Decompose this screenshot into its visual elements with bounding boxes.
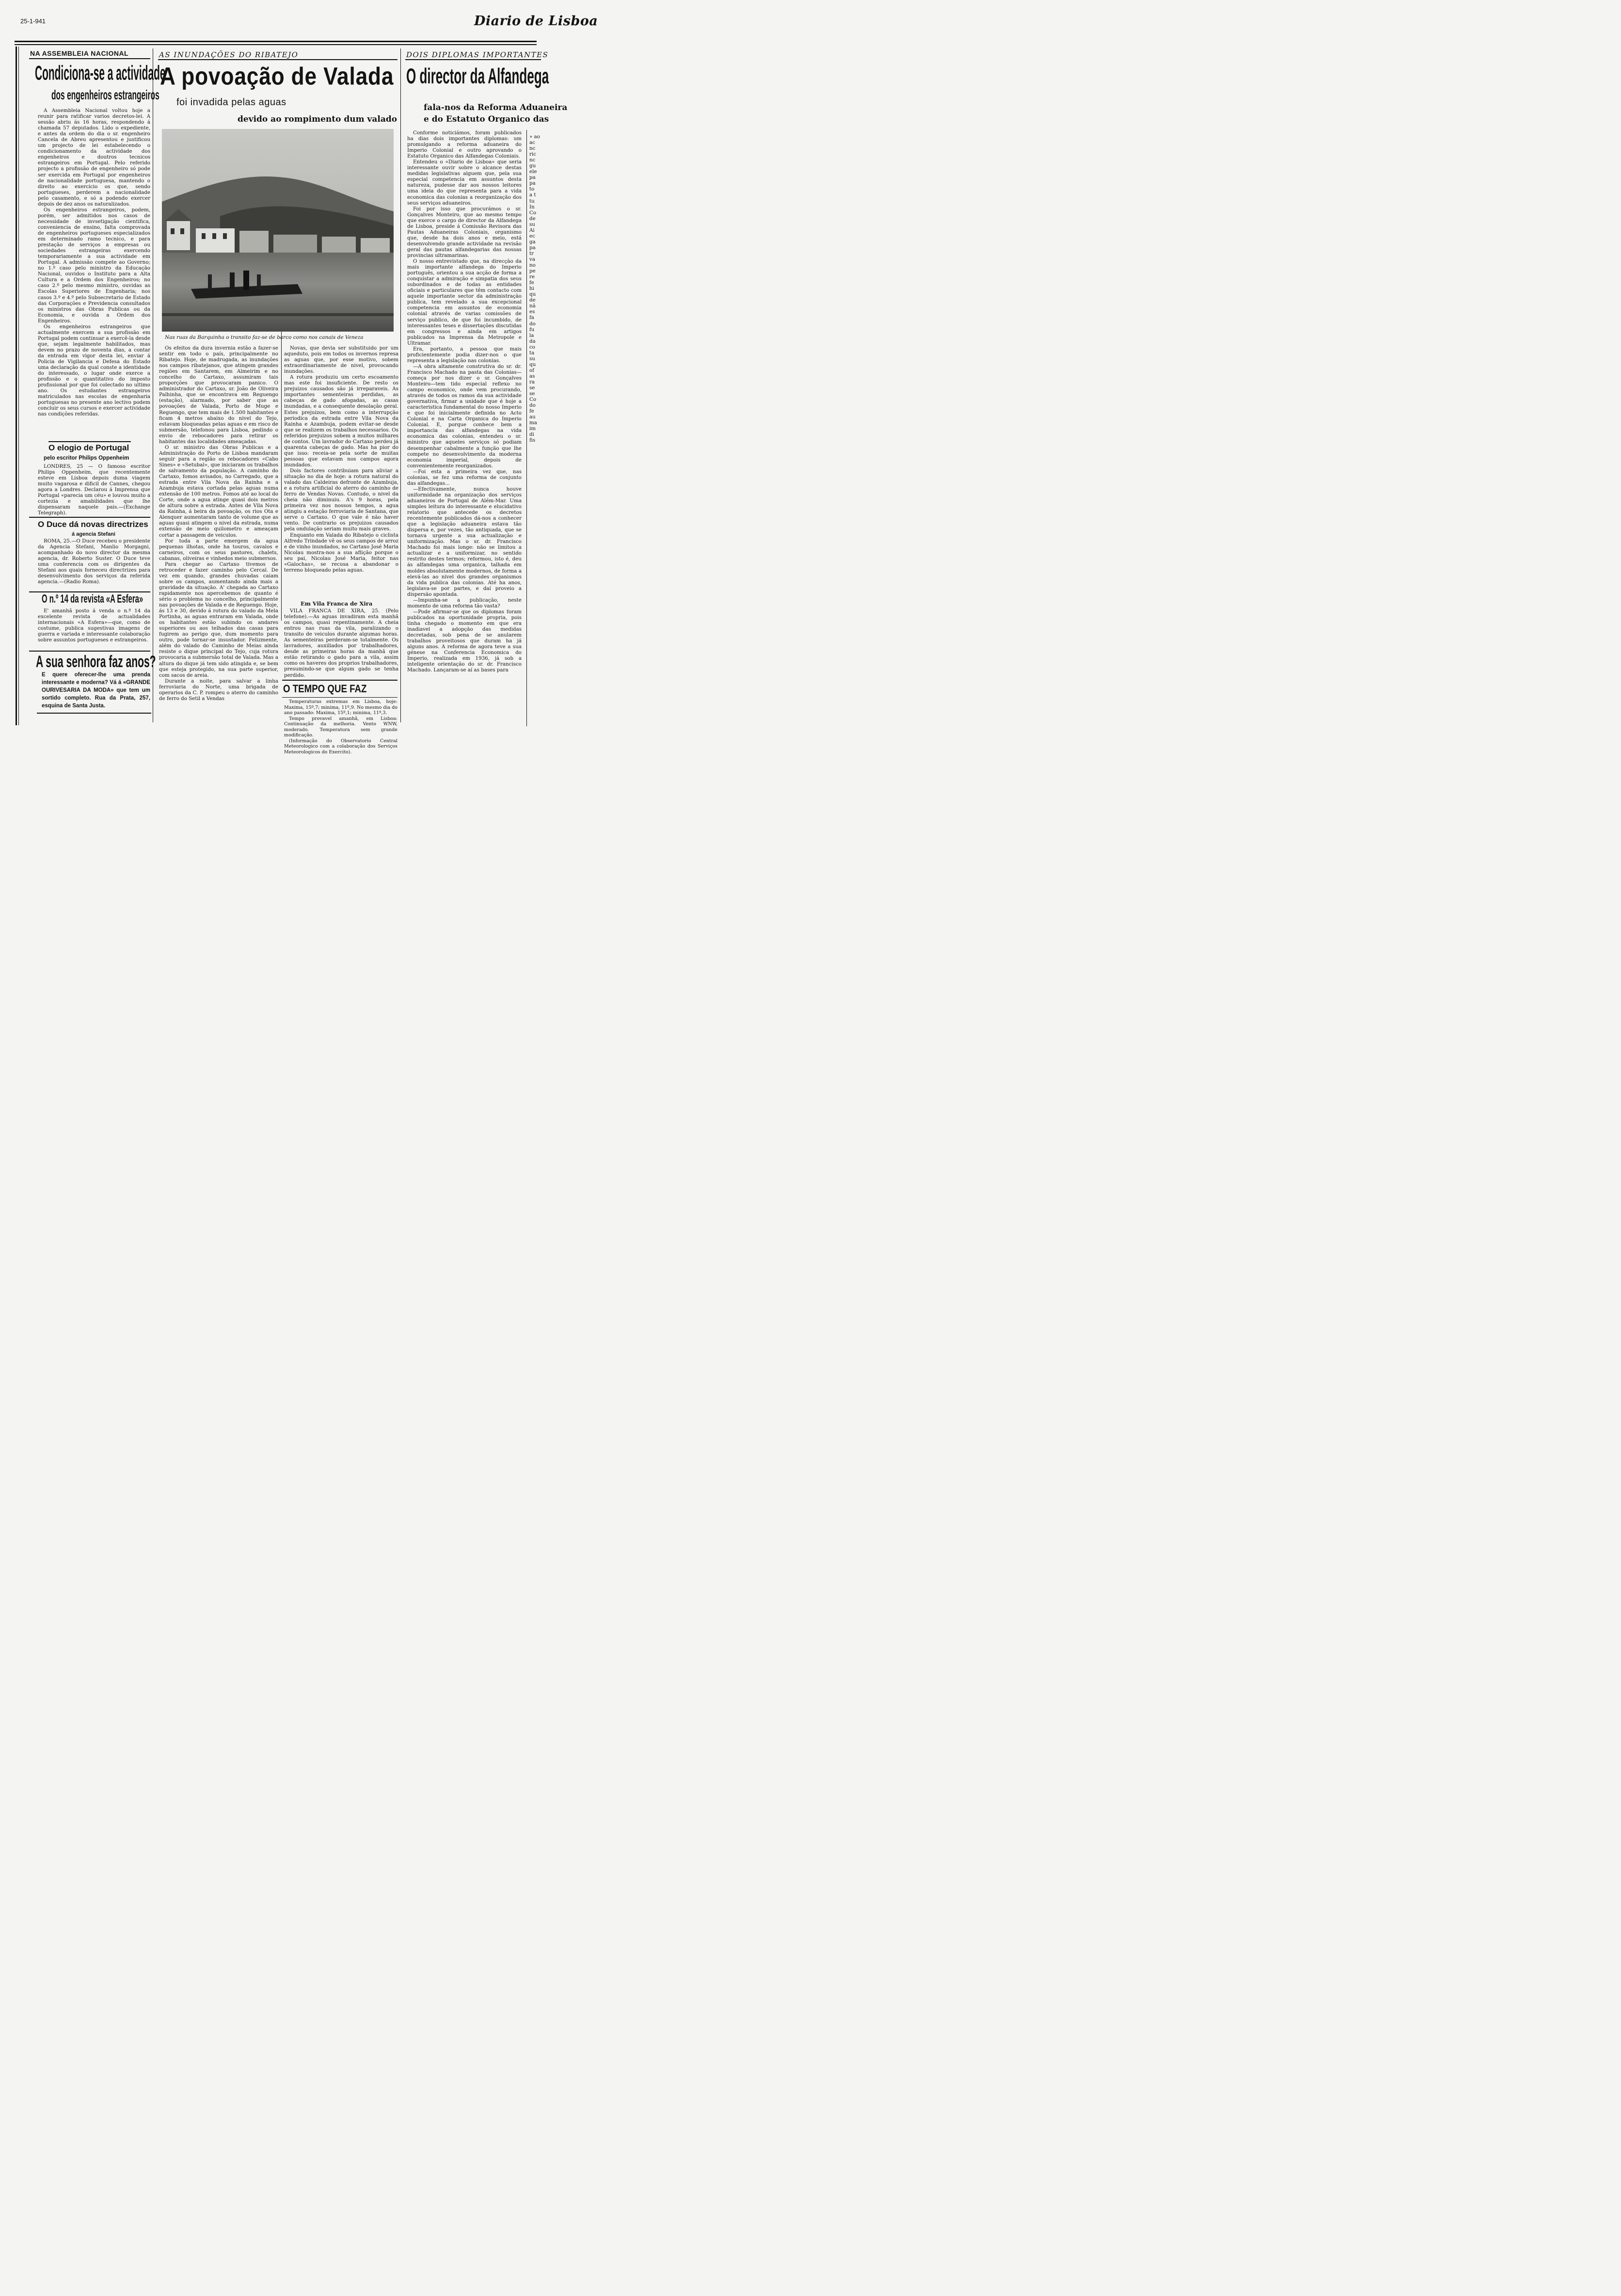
article-headline <box>160 62 397 91</box>
fragment-line: hi <box>529 286 534 292</box>
fragment-line: de <box>529 297 536 303</box>
fragment-line: de <box>529 215 536 222</box>
fragment-line: do <box>529 402 536 409</box>
fragment-line: to <box>529 186 535 192</box>
adjacent-column-fragment <box>529 134 539 443</box>
fragment-line: ric <box>529 151 536 158</box>
fragment-line: la <box>529 332 534 338</box>
section-divider <box>48 441 131 442</box>
weather-report <box>284 699 397 757</box>
duce-title: O Duce dá novas directrizes <box>38 520 148 529</box>
section-divider <box>282 680 397 681</box>
fragment-line: se <box>529 391 535 397</box>
fragment-line: ac <box>529 140 535 146</box>
article-subheadline: fala-nos da Reforma Aduaneira <box>424 103 568 112</box>
headline-valada: A povoação de Valada <box>160 62 394 90</box>
fragment-line: di <box>529 431 534 438</box>
headline-line-2: dos engenheiros estrangeiros <box>51 87 159 103</box>
headline-line-1: Condiciona-se a actividade <box>35 62 166 85</box>
fragment-line: tr <box>529 250 534 256</box>
fragment-line: re <box>529 274 535 280</box>
vfx-body: VILA FRANCA DE XIRA, 25. (Pelo telefone).—As aguas invadiram esta manhã os campos, quasi repentinamente. A cheia entrou nas ruas da vila, paralizando o transito de veiculos durante algumas horas. As sementeiras perderam-se totalmente. Os lavradores, auxiliados por trabalhadores, desde as primeiras horas da manhã que estão retirando o gado para a vila, assim como os haveres dos proprios trabalhadores, presumindo-se que algum gado se tenha perdido. <box>284 608 398 678</box>
flood-photo <box>162 129 394 332</box>
paragraph: Os engenheiros estrangeiros, podem, porém, ser admitidos nos casos de necessidade de invsetigação cientifica, conveniencia de ensino, falta comprovada de engenheiros portugueses especializados em determinado ramo tecnico, e para prestação de serviços a empresas ou sociedades estrangeiras exercendo temporariamente a sua actividade em Portugal. A admissão compete ao Governo; no 1.º caso pelo ministro da Educação Nacional, ouvidos o Instituto para a Alta Cultura e a Ordem dos Engenheiros; no caso 2.º pelo mesmo ministro, ouvidas as Escolas Superiores de Engenharia; nos casos 3.º e 4.º pelo Subsecretario de Estado das Corporações e Previdencia consultados os ministros das Obras Publicas ou da Economia, e ouvida a Ordem dos Engenheiros. <box>38 207 150 324</box>
article-kicker: NA ASSEMBLEIA NACIONAL <box>30 49 129 57</box>
fragment-line: ta <box>529 350 535 356</box>
fragment-line: gu <box>529 163 536 169</box>
fragment-line: ele <box>529 169 537 175</box>
fragment-line: se <box>529 385 535 391</box>
ad-title-wrap <box>36 653 156 672</box>
article-subheadline-2: devido ao rompimento dum valado <box>238 114 397 124</box>
masthead-title: Diario de Lisboa <box>474 14 598 29</box>
fragment-line: im <box>529 426 536 432</box>
fragment-line: pa <box>529 175 536 181</box>
weather-line: Temperaturas extremas em Lisboa, hoje: Maxima, 15º,7; minima, 11º,9. No mesmo dia do ano passado: Maxima, 15º,1; minima, 11º,3. <box>284 699 397 716</box>
fragment-line: au <box>529 414 536 420</box>
esfera-title: O n.º 14 da revista «A Esfera» <box>42 592 143 606</box>
fragment-line: of <box>529 367 535 373</box>
fragment-line: pe <box>529 268 536 274</box>
fragment-line: » ao <box>529 134 540 140</box>
fragment-line: a t <box>529 192 536 198</box>
photo-caption: Nas ruas da Barquinha o transito faz-se de barco como nos canais de Veneza <box>165 335 364 340</box>
paragraph: Os engenheiros estrangeiros que actualmente exercem a sua profissão em Portugal podem continuar a exercê-la desde que, sejam legalmente habilitados, mas devem no prazo de noventa dias, a contar da entrada em vigor desta lei, enviar á Policia de Vigilancia e Defesa do Estado uma declaração da qual conste a identidade do interessado, o lugar onde exerce a profissão e o quantitativo do imposto profissional por que foi colectado no ultimo ano. Os estudantes estrangeiros matriculados nas escolas de engenharia portuguesas no presente ano lectivo podem concluir os seus cursos e exercer actividade nas condições referidas. <box>38 323 150 417</box>
engenheiros-article-body <box>38 108 150 437</box>
fragment-line: no <box>529 262 536 269</box>
fragment-line: fu <box>529 326 535 333</box>
fragment-line: su <box>529 355 535 362</box>
kicker-rule <box>29 58 150 59</box>
alfandega-article-body: Conforme noticiámos, foram publicados ha dias dois importantes diplomas: um promulgando a reforma aduaneira do Imperio Colonial e outro aprovando o Estatuto Organico das Alfandegas Coloniais. Entendeu o «Diario de Lisboa» que seria interessante ouvir sobre o alcance destas medidas legislativas alguem que, pela sua especial competencia em assuntos desta natureza, pudesse dar aos nossos leitores uma ideia do que representa para a vida economica das colonias a reorganização dos seus serviços aduaneiros. Foi por isso que procurámos o sr. Gonçalves Monteiro, que ao mesmo tempo que exerce o cargo de director da Alfandega de Lisboa, preside á Comissão Revisora das Pautas Aduaneiras Coloniais, organismo que, desde ha dois anos e meio, está desenvolvendo grande actividade na revisão geral das pautas alfandegarias das nossas provincias ultramarinas. O nosso entrevistado que, na direcção da mais importante alfandega do Imperio português, orientou a sua acção de forma a conquistar a admiração e simpatia dos seus subordinados e de todas as entidades oficiais e particulares que têm contacto com aquele importante sector da administração publica, tem revelado a sua excepcional competencia em assuntos de economia colonial através de varias comissões de serviço publico, de que foi incumbido, de interessantes teses e dissertações discutidas em congressos e ainda em artigos publicados na Imprensa da Metropole e Ultramar. Era, portanto, a pessoa que mais proficientemente podia dizer-nos o que representa a legislação nas colonias. —A obra altamente construtiva do sr. dr. Francisco Machado na pasta das Colonias—começa por nos dizer o sr. Gonçalves Monteiro—tem tido especial reflexo no campo economico, onde vem procurando, através de todos os ramos da sua actividade governativa, firmar a unidade que é hoje a caracteristica fundamental do nosso Imperio e que foi inicialmente definida no Acto Colonial e na Carta Organica do Imperio Colonial. E, porque conhece bem a importancia das alfandegas na vida economica das colonias, entendeu o sr. ministro que aqueles serviços só podiam desempenhar cabalmente a função que lhe compete no desenvolvimento da moderna economia imperial, depois de convenientemente reorganizados. —Foi esta a primeira vez que, nas colonias, se fez uma reforma de conjunto das alfandegas... —Efectivamente, nunca houve uniformidade na organização dos serviços aduaneiros de Portugal de Além-Mar. Uma simples leitura do interessante e elucidativo relatorio que antecede os decretos recentemente publicados dá-nos a conhecer que a legislação aduaneira estava tão dispersa e, por vezes, tão antiquada, que se tornava urgente a sua actualização e uniformização. Mas o sr. dr. Francisco Machado foi mais longe: não se limitou a actualizar e a uniformizar, no sentido restrito destes termos; reformou, isto é, deu ás alfandegas uma organica, talhada em moldes absolutamente modernos, de forma a elevá-las ao nivel dos grandes organismos da vida publica das colonias. Até ha anos, legislava-se por partes, e daí proveio a dispersão apontada. —Impunha-se a publicação, neste momento de uma reforma tão vasta? —Pode afirmar-se que os diplomas foram publicados na oportunidade propria, pois tinha chegado o momento em que era inadiavel a adopção das medidas decretadas, sob pena de se anularem trabalhos proveitosos que duram ha já alguns anos. A reforma de agora teve a sua génese na Conferencia Economica do Imperio, realizada em 1936, já sob a inteligente orientação do sr. dr. Francisco Machado. Lançaram-se aí as bases para <box>407 130 522 673</box>
fragment-line: tu <box>529 198 535 204</box>
article-headline <box>406 64 600 89</box>
article-subheadline: foi invadida pelas aguas <box>176 97 286 108</box>
section-divider <box>29 517 150 518</box>
page-date: 25-1-941 <box>20 17 46 25</box>
fragment-line: nc <box>529 145 536 152</box>
fragment-line: fe <box>529 408 534 415</box>
column-rule-right <box>526 130 527 726</box>
left-margin-rule <box>16 47 17 725</box>
fragment-line: nã <box>529 303 536 309</box>
article-subheadline <box>51 87 159 103</box>
fragment-line: pa <box>529 180 536 187</box>
paragraph: A Assembleia Nacional voltou hoje a reunir para ratificar varios decretos-lei. A sessão abriu ás 16 horas, respondendo á chamada 57 deputados. Lido o expediente, e antes da ordem do dia o sr. engenheiro Cancela de Abreu apresentou e justificou um projecto de lei estabelecendo o condicionamento da actividade dos engenheiros e doutros tecnicos estrangeiros em Portugal. Pelo referido projecto a profissão de engenheiro só pode ser exercida em Portugal por engenheiros de nacionalidade portuguesa, mantendo o direito ao exercicio os que, sendo portugueses, perderem a nacionalidade pelo casamento, e só a podendo exercer depois de dez anos os naturalizados. <box>38 108 150 207</box>
fragment-line: Ai <box>529 227 535 233</box>
fragment-line: ra <box>529 379 535 385</box>
fragment-line: nc <box>529 157 536 163</box>
fragment-line: as <box>529 373 535 379</box>
fragment-line: do <box>529 320 536 327</box>
fragment-line: fa <box>529 315 534 321</box>
flood-photo-image <box>162 129 394 332</box>
fragment-line: da <box>529 338 536 344</box>
column-center <box>155 48 398 755</box>
article-subheadline-2: e do Estatuto Organico das <box>424 114 549 124</box>
fragment-line: In <box>529 204 535 210</box>
column-right <box>402 48 568 726</box>
fragment-line: ma <box>529 420 537 426</box>
fragment-line: ga <box>529 239 536 245</box>
article-headline <box>35 62 166 85</box>
left-margin-rule-inner <box>18 47 19 725</box>
valada-article-col-b: Novas, que devia ser substituido por um aqueduto, pois em todos os invernos represa as aguas que, por esse motivo, sobem extraordinariamente de nivel, provocando inundações. A rotura produziu um certo escoamento mas este foi insuficiente. De resto os prejuizos causados são já irreparaveis. As importantes sementeiras perdidas, as cabeças de gado afogadas, as casas inundadas, e a consequente desolação geral. Estes prejuizos, bem como a interrupção periodica da estrada entre Vila Nova da Rainha e Azambuja, podem evitar-se desde que se realizem os trabalhos necessarios. Os referidos prejuizos sobem a muitos milhares de contos. Um lavrador do Cartaxo perdeu já quarenta cabeças de gado. Mas ha pior do que isso: receia-se pela sorte de muitas pessoas que estavam nos campos agora inundados. Dois factores contribuiam para aliviar a situação no dia de hoje: a rotura natural do valado das Caldeiras defronte de Azambuja, e a rotura artificial do aterro do caminho de ferro de Vendas Novas. Contudo, o nivel da cheia não diminuiu. A's 9 horas, pela primeira vez nos nossos tempos, a agua atingiu a estação ferroviaria de Santana, que serve o Cartaxo. O que vale é não haver vento. De contrario os prejuizos causados pela ondulação seriam muito mais graves. Enquanto em Valada do Ribatejo o ciclista Alfredo Trindade vê os seus campos de arroz e de vinho inundados, no Cartaxo José Maria Nicolau mostra-nos a sua aflição porque o seu pai, Nicolau José Maria, feitor nas «Galochas», se recusa a abandonar o terreno bloqueado pelas aguas. <box>284 345 398 573</box>
ad-body: E quere oferecer-lhe uma prenda interessante e moderna? Vá á «GRANDE OURIVESARIA DA MODA» que tem um sortido completo. Rua da Prata, 257, esquina de Santa Justa. <box>42 672 150 709</box>
article-kicker: AS INUNDAÇÕES DO RIBATEJO <box>159 50 299 59</box>
elogio-title: O elogio de Portugal <box>48 443 129 452</box>
esfera-title-wrap <box>42 592 153 607</box>
elogio-body: LONDRES, 25 — O famoso escritor Philips Oppenheim, que recentemente esteve em Lisboa depois duma viagem muito vagarosa e dificil de Cannes, chegou agora a Londres. Declarou á Imprensa que Portugal «parecia um céu» e louvou muito a cortezia e amabilidades que lhe dispensaram naquele pais.—(Exchange Telegraph). <box>38 463 150 516</box>
fragment-line: ec <box>529 233 535 239</box>
fragment-line: qu <box>529 291 536 298</box>
kicker-rule <box>405 59 541 60</box>
column-left <box>29 48 166 726</box>
duce-subtitle: á agencia Stefani <box>72 531 115 537</box>
fragment-line: su <box>529 221 535 227</box>
section-divider <box>37 713 151 714</box>
valada-article-col-a: Os efeitos da dura invernia estão a fazer-se sentir em todo o país, principalmente no Ribatejo. Hoje, de madrugada, as inundações nos campos ribatejanos, que atingem grandes regiões em Santarem, em Almeirim e no concelho do Cartaxo, assumiram tais proporções que provocaram panico. O administrador do Cartaxo, sr. João de Oliveira Palhinha, que se encontrava em Reguengo (estação), alarmado, por saber que as povoações de Valada, Porto de Muge e Reguengo, que tem mais de 1.500 habitantes e ficam 4 metros abaixo do nivel do Tejo, estavam bloqueadas pelas aguas e em risco de submersão, telefonou para Lisboa, pedindo o envio de rebocadores para retirar os habitantes das localidades ameaçadas. O sr. ministro das Obras Publicas e a Administração do Porto de Lisboa mandaram seguir para a região os rebocadores «Cabo Sines» e «Setubal», que iniciaram os trabalhos de salvamento da população. A caminho do Cartaxo, fomos avisados, no Carregado, que a estrada entre Vila Nova da Rainha e a Azambuja estava cortada pelas aguas numa extensão de 100 metros. Fomos até ao local do Corte, onde a agua atinge quasi dois metros de altura sobre a estrada. Antes de Vila Nova da Rainha, á beira da povoação, os rios Ota e Alenquer aumentaram tanto de volume que as aguas quasi atingem o nivel da estrada, numa extensão de meio quilometro e ameaçam cortar a passagem de veiculos. Por toda a parte emergem da agua pequenas ilhotas, onde ha touros, cavalos e carneiros, com os seus pastores, chalets, cabanas, oliveiras e vinhedos meio submersos. Para chegar ao Cartaxo tivemos de retroceder e fazer caminho pelo Cercal. De vez em quando, grandes chuvadas caiam sobre os campos, aumentando ainda mais a gravidade da situação. A' chegada ao Cartaxo rapidamente nos apercebemos de quanto é sério o problema no concelho, principalmente nas povoações de Valada e de Reguengo. Hoje, ás 13 e 30, devido á rotura do valado da Mela Portinha, as aguas entraram em Valada, onde os habitantes estão subindo os andares superiores ou aos telhados das casas para fugirem ao perigo que, dum momento para outro, pode tornar-se insustador. Felizmente, além do valado do Caminho de Meias ainda resiste o dique principal do Tejo, cuja rotura provocaria a submersão total de Valada. Mas a altura do dique já tem sido atingida e, se bem que esteja protegido, na sua parte superior, com sacos de areia. Durante a noite, para salvar a linha ferroviaria do Norte, uma brigada de operarios da C. P. rompeu o aterro do caminho de ferro do Setil a Vendas <box>159 345 278 702</box>
headline-director: O director da Alfandega <box>406 64 549 88</box>
fragment-line: Co <box>529 209 537 216</box>
article-kicker: DOIS DIPLOMAS IMPORTANTES <box>406 50 549 59</box>
fragment-line: Co <box>529 397 537 403</box>
fragment-line: qu <box>529 361 536 367</box>
fragment-line: va <box>529 256 535 262</box>
elogio-subtitle: pelo escritor Philips Oppenheim <box>44 455 129 461</box>
masthead-rule-top <box>15 41 537 42</box>
weather-line: (Informação do Observatorio Central Meteorologico com a colaboração dos Serviços Meteorologicos do Exercito). <box>284 738 397 755</box>
weather-line: Tempo provavel amanhã, em Lisboa: Continuação da melhoria. Vento WNW, moderado. Temperatura sem grande modificação. <box>284 716 397 738</box>
kicker-rule <box>158 59 397 60</box>
column-rule-2 <box>400 48 401 722</box>
weather-title: O TEMPO QUE FAZ <box>283 683 367 695</box>
fragment-line: fis <box>529 437 536 444</box>
duce-body: ROMA, 25.—O Duce recebeu o presidente da Agencia Stefani, Manlio Morgagni, acompanhado do novo director da mesma agencia, dr. Roberto Suster. O Duce teve uma conferencia com os dirigentes da Stefani aos quais forneceu directrizes para desenvolvimento dos serviços da referida agencia.—(Radio Roma). <box>38 538 150 585</box>
section-divider <box>282 697 397 698</box>
esfera-body: E' amanhã posto á venda o n.º 14 da excelente revista de actualidades internacionais «A Esfera»—que, como de costume, publica sugestivas imagens de guerra e variada e interessante colaboração sobre assuntos portugueses e estrangeiros. <box>38 608 150 643</box>
fragment-line: pa <box>529 244 536 251</box>
weather-title-wrap <box>283 683 397 697</box>
section-divider <box>29 651 150 652</box>
ad-title: A sua senhora faz anos? <box>36 653 156 671</box>
vfx-title: Em Vila Franca de Xira <box>301 600 373 607</box>
masthead <box>0 0 598 48</box>
fragment-line: es <box>529 309 535 315</box>
fragment-line: co <box>529 344 535 350</box>
fragment-line: fe <box>529 280 534 286</box>
masthead-rule-bottom <box>15 44 537 45</box>
